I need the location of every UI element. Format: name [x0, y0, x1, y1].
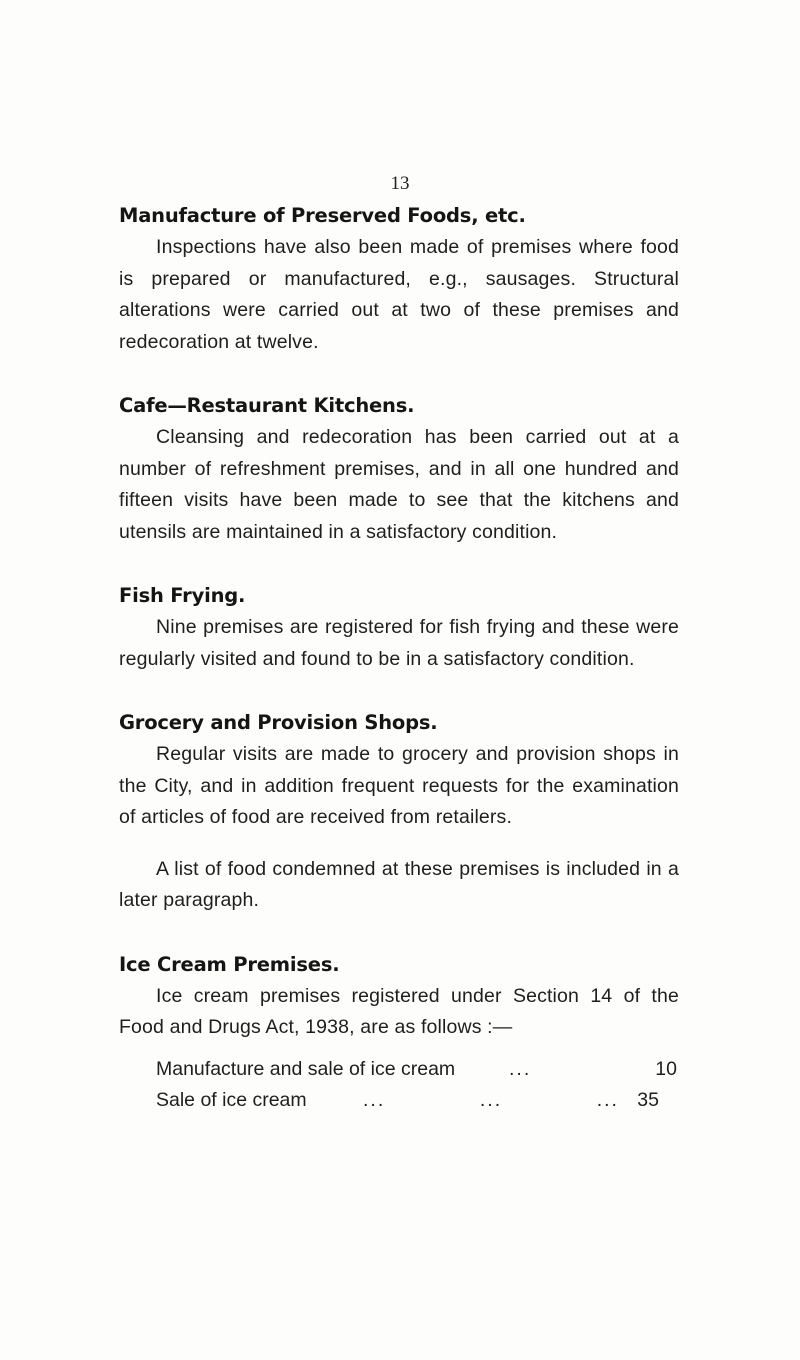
paragraph-text: Regular visits are made to grocery and provision shops in the City, and in addition frequent requests for the examination of articles of food are received from retailers.	[119, 743, 679, 828]
paragraph-text: Ice cream premises registered under Section 14 of the Food and Drugs Act, 1938, are as follows :—	[119, 984, 679, 1038]
section-heading: Ice Cream Premises.	[119, 952, 340, 976]
document-body	[119, 200, 679, 1149]
leader-dots-segment: ...	[363, 1089, 386, 1111]
list-item-value: 35	[637, 1089, 659, 1111]
section-heading: Grocery and Provision Shops.	[119, 711, 438, 734]
page-number: 13	[390, 173, 410, 194]
list-item-value: 10	[655, 1057, 677, 1080]
section-paragraph	[119, 739, 679, 834]
section-paragraph	[119, 232, 679, 358]
section-heading: Fish Frying.	[119, 584, 246, 607]
leader-dots: ...	[509, 1057, 532, 1080]
list-item-label: Manufacture and sale of ice cream	[156, 1057, 456, 1080]
paragraph-text: A list of food condemned at these premises is included in a later paragraph.	[119, 857, 679, 911]
leader-dots-segment: ...	[596, 1089, 619, 1111]
list-item	[156, 1054, 679, 1086]
section-paragraph	[119, 612, 679, 675]
leader-dots	[345, 1085, 619, 1117]
section-paragraph	[119, 854, 679, 917]
section-paragraph	[119, 981, 679, 1044]
leader-dots-segment: ...	[479, 1089, 503, 1111]
paragraph-text: Inspections have also been made of premises where food is prepared or manufactured, e.g., sausages. Structural alterations were carried out at two of these premises and redecoration at twelve.	[119, 236, 679, 353]
section-paragraph	[119, 422, 679, 548]
list-item	[156, 1085, 679, 1117]
section-preserved-foods	[119, 200, 679, 358]
paragraph-text: Cleansing and redecoration has been carried out at a number of refreshment premises, and in all one hundred and fifteen visits have been made to see that the kitchens and utensils are maintained in a satisfactory condition.	[119, 426, 679, 543]
section-cafe-restaurant-kitchens	[119, 390, 679, 548]
list-item-label: Sale of ice cream	[156, 1089, 307, 1111]
section-heading: Manufacture of Preserved Foods, etc.	[119, 204, 526, 227]
section-ice-cream-premises	[119, 949, 679, 1117]
section-fish-frying	[119, 580, 679, 675]
paragraph-text: Nine premises are registered for fish frying and these were regularly visited and found to be in a satisfactory condition.	[119, 616, 679, 670]
section-grocery-provision-shops	[119, 707, 679, 917]
section-heading: Cafe—Restaurant Kitchens.	[119, 394, 415, 417]
ice-cream-premises-list	[119, 1054, 679, 1117]
